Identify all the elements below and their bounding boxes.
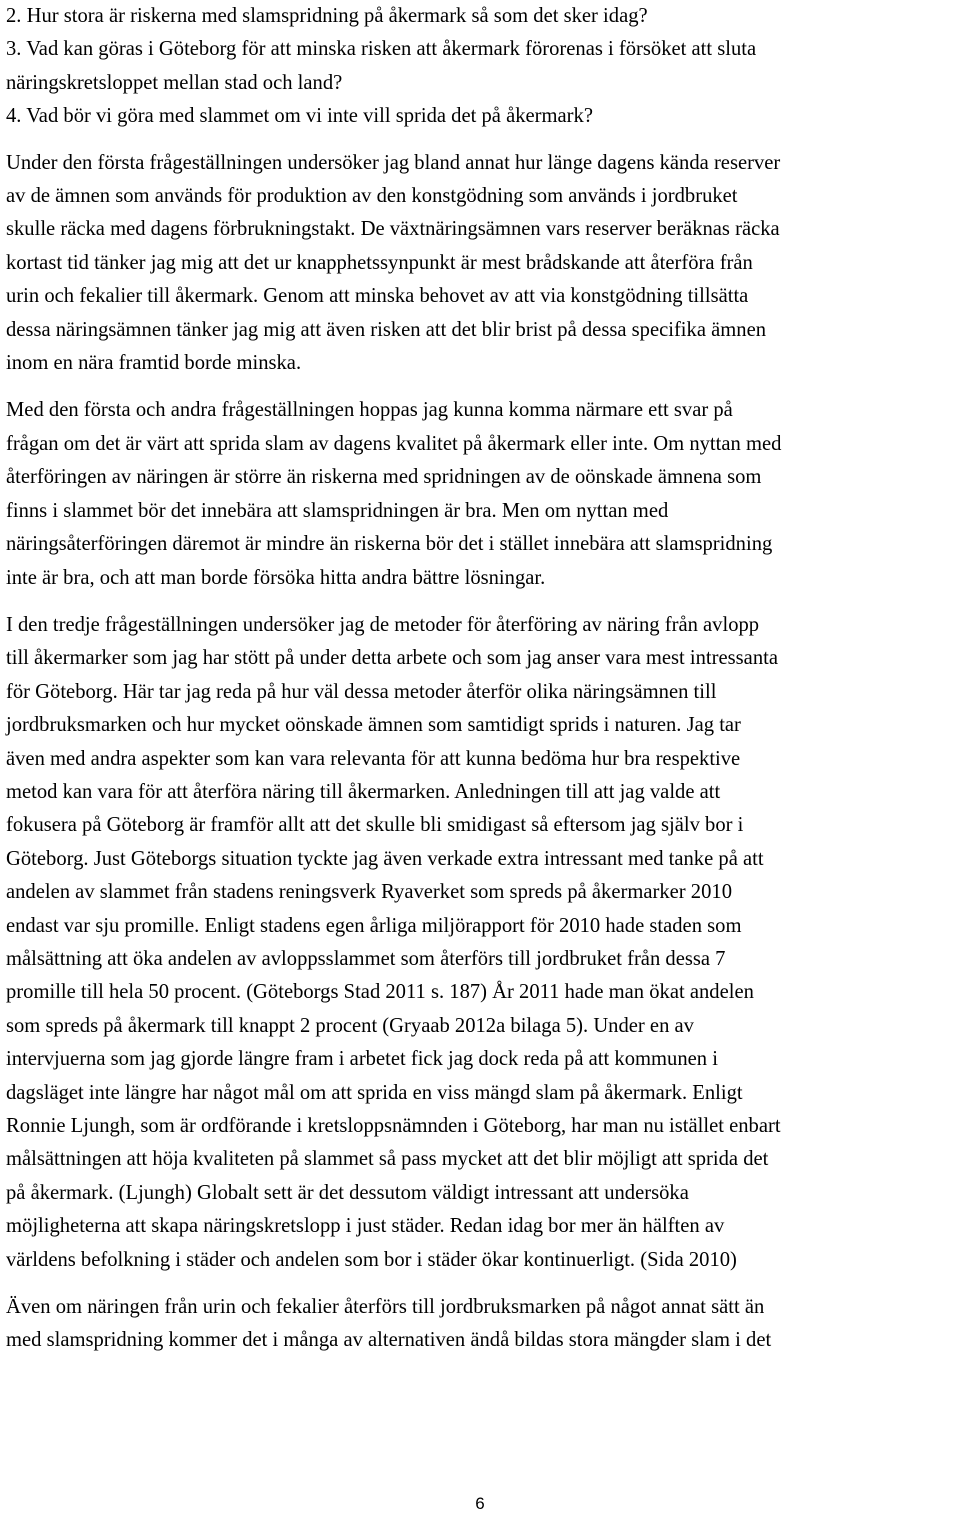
text-line: med slamspridning kommer det i många av alternativen ändå bildas stora mängder slam i det bbox=[6, 1329, 772, 1352]
text-line: inom en nära framtid borde minska. bbox=[6, 352, 302, 375]
text-line: även med andra aspekter som kan vara relevanta för att kunna bedöma hur bra respektive bbox=[6, 747, 741, 770]
text-line: av de ämnen som används för produktion av den konstgödning som används i jordbruket bbox=[6, 185, 738, 208]
question-line: näringskretsloppet mellan stad och land? bbox=[6, 71, 343, 94]
page-number: 6 bbox=[475, 1494, 485, 1513]
question-2 bbox=[6, 0, 958, 33]
text-line: som spreds på åkermark till knappt 2 procent (Gryaab 2012a bilaga 5). Under en av bbox=[6, 1014, 694, 1037]
text-line: skulle räcka med dagens förbrukningstakt. De växtnäringsämnen vars reserver beräknas räcka bbox=[6, 218, 780, 241]
text-line: kortast tid tänker jag mig att det ur knapphetssynpunkt är mest brådskande att återföra från bbox=[6, 251, 753, 274]
text-line: återföringen av näringen är större än riskerna med spridningen av de oönskade ämnena som bbox=[6, 466, 762, 489]
body-text bbox=[6, 147, 958, 1358]
text-line: jordbruksmarken och hur mycket oönskade ämnen som samtidigt sprids i naturen. Jag tar bbox=[6, 714, 741, 737]
question-line: 2. Hur stora är riskerna med slamspridning på åkermark så som det sker idag? bbox=[6, 5, 648, 27]
text-line: frågan om det är värt att sprida slam av dagens kvalitet på åkermark eller inte. Om nyttan med bbox=[6, 432, 782, 455]
text-line: fokusera på Göteborg är framför allt att det skulle bli smidigast så eftersom jag själv bor i bbox=[6, 814, 744, 837]
text-line: andelen av slammet från stadens reningsverk Ryaverket som spreds på åkermarker 2010 bbox=[6, 881, 732, 904]
paragraph-first-second-question bbox=[6, 394, 958, 594]
paragraph-first-question bbox=[6, 147, 958, 381]
text-line: världens befolkning i städer och andelen som bor i städer ökar kontinuerligt. (Sida 2010) bbox=[6, 1248, 737, 1271]
text-line: Ronnie Ljungh, som är ordförande i kretsloppsnämnden i Göteborg, har man nu istället enbart bbox=[6, 1115, 781, 1137]
text-line: inte är bra, och att man borde försöka hitta andra bättre lösningar. bbox=[6, 566, 546, 589]
text-line: intervjuerna som jag gjorde längre fram i arbetet fick jag dock reda på att kommunen i bbox=[6, 1048, 718, 1071]
text-line: urin och fekalier till åkermark. Genom att minska behovet av att via konstgödning tillsätta bbox=[6, 285, 749, 308]
text-line: målsättningen att höja kvaliteten på slammet så pass mycket att det blir möjligt att sprida det bbox=[6, 1148, 769, 1171]
text-line: promille till hela 50 procent. (Göteborgs Stad 2011 s. 187) År 2011 hade man ökat andelen bbox=[6, 981, 754, 1004]
text-line: målsättning att öka andelen av avloppsslammet som återförs till jordbruket från dessa 7 bbox=[6, 947, 726, 970]
text-line: metod kan vara för att återföra näring till åkermarken. Anledningen till att jag valde att bbox=[6, 780, 721, 803]
question-4 bbox=[6, 100, 958, 133]
text-line: endast var sju promille. Enligt stadens egen årliga miljörapport för 2010 hade staden som bbox=[6, 914, 742, 937]
text-line: dessa näringsämnen tänker jag mig att även risken att det blir brist på dessa specifika ämnen bbox=[6, 318, 767, 341]
paragraph-third-question bbox=[6, 609, 958, 1277]
text-line: Under den första frågeställningen undersöker jag bland annat hur länge dagens kända reserver bbox=[6, 151, 781, 174]
text-line: på åkermark. (Ljungh) Globalt sett är det dessutom väldigt intressant att undersöka bbox=[6, 1181, 689, 1204]
text-line: för Göteborg. Här tar jag reda på hur väl dessa metoder återför olika näringsämnen till bbox=[6, 680, 717, 703]
question-line: 3. Vad kan göras i Göteborg för att minska risken att åkermark förorenas i försöket att sluta bbox=[6, 38, 757, 61]
text-line: näringsåterföringen däremot är mindre än riskerna bör det i stället innebära att slamspridning bbox=[6, 533, 773, 556]
text-line: Göteborg. Just Göteborgs situation tyckte jag även verkade extra intressant med tanke på att bbox=[6, 847, 764, 870]
text-line: finns i slammet bör det innebära att slamspridningen är bra. Men om nyttan med bbox=[6, 499, 669, 522]
research-questions bbox=[6, 0, 958, 134]
paragraph-alternatives bbox=[6, 1291, 958, 1358]
text-line: Med den första och andra frågeställningen hoppas jag kunna komma närmare ett svar på bbox=[6, 399, 733, 422]
text-line: Även om näringen från urin och fekalier återförs till jordbruksmarken på något annat sätt än bbox=[6, 1296, 765, 1319]
text-line: möjligheterna att skapa näringskretslopp i just städer. Redan idag bor mer än hälften av bbox=[6, 1215, 725, 1238]
text-line: till åkermarker som jag har stött på under detta arbete och som jag anser vara mest intressanta bbox=[6, 647, 778, 670]
question-line: 4. Vad bör vi göra med slammet om vi inte vill sprida det på åkermark? bbox=[6, 105, 593, 128]
text-line: dagsläget inte längre har något mål om att sprida en viss mängd slam på åkermark. Enligt bbox=[6, 1081, 743, 1104]
question-3 bbox=[6, 33, 958, 100]
document-page bbox=[6, 0, 958, 1358]
text-line: I den tredje frågeställningen undersöker jag de metoder för återföring av näring från avlopp bbox=[6, 613, 760, 636]
